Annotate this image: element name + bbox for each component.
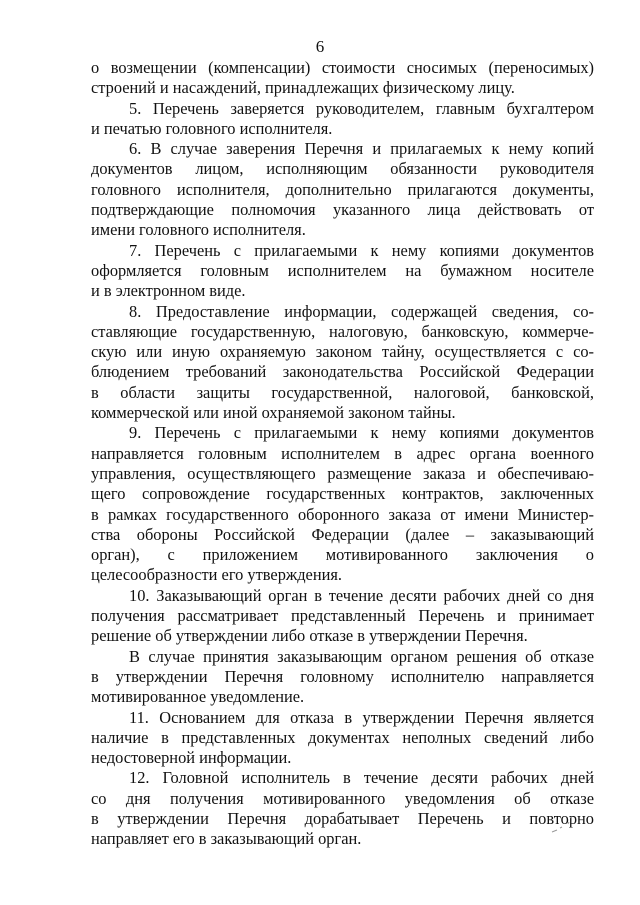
text-line: ставляющие государственную, налоговую, банковскую, коммерче- [91,321,594,341]
text-line: 7. Перечень с прилагаемыми к нему копиями документов [129,240,594,260]
text-line: в утверждении Перечня головному исполнителю направляется [91,666,594,686]
text-line: и в электронном виде. [91,281,246,301]
text-line: о возмещении (компенсации) стоимости сносимых (переносимых) [91,58,594,77]
document-body [91,58,594,850]
page-number: 6 [315,37,325,56]
text-line: получения рассматривает представленный Перечень и принимает [91,606,594,626]
text-line: наличие в представленных документах неполных сведений либо [91,727,594,747]
text-line: щего сопровождение государственных контрактов, заключенных [91,484,594,504]
text-line: 6. В случае заверения Перечня и прилагаемых к нему копий [129,139,594,159]
text-line: орган), с приложением мотивированного заключения о [91,545,594,565]
text-line: в области защиты государственной, налоговой, банковской, [91,382,594,402]
text-line: головного исполнителя, дополнительно прилагаются документы, [91,179,594,199]
text-line: и печатью головного исполнителя. [91,118,333,138]
text-line: скую или иную охраняемую законом тайну, осуществляется с со- [91,342,594,362]
text-line: направляется головным исполнителем в адрес органа военного [91,443,594,463]
text-line: коммерческой или иной охраняемой законом тайны. [91,403,456,423]
text-line: 8. Предоставление информации, содержащей сведения, со- [129,301,594,321]
text-line: 11. Основанием для отказа в утверждении Перечня является [129,707,594,727]
text-line: 12. Головной исполнитель в течение десяти рабочих дней [129,768,594,788]
text-line: решение об утверждении либо отказе в утверждении Перечня. [91,626,528,646]
text-line: управления, осуществляющего размещение заказа и обеспечиваю- [91,463,594,483]
text-line: направляет его в заказывающий орган. [91,829,362,849]
text-line: оформляется головным исполнителем на бумажном носителе [91,260,594,280]
text-line: ства обороны Российской Федерации (далее – заказывающий [91,524,594,544]
text-line: 9. Перечень с прилагаемыми к нему копиями документов [129,423,594,443]
text-line: в рамках государственного оборонного заказа от имени Министер- [91,504,594,524]
text-line: мотивированное уведомление. [91,687,305,707]
text-line: 10. Заказывающий орган в течение десяти рабочих дней со дня [129,585,594,605]
text-line: недостоверной информации. [91,748,292,768]
scan-artifact-mark [548,810,578,840]
text-line: подтверждающие полномочия указанного лица действовать от [91,200,594,220]
text-line: целесообразности его утверждения. [91,565,343,585]
text-line: имени головного исполнителя. [91,220,306,240]
text-line: документов лицом, исполняющим обязанности руководителя [91,159,594,179]
text-line: со дня получения мотивированного уведомления об отказе [91,788,594,808]
text-line: строений и насаждений, принадлежащих физическому лицу. [91,78,515,98]
text-line: В случае принятия заказывающим органом решения об отказе [129,646,594,666]
text-line: блюдением требований законодательства Российской Федерации [91,362,594,382]
text-line: 5. Перечень заверяется руководителем, главным бухгалтером [129,98,594,118]
text-line: в утверждении Перечня дорабатывает Перечень и повторно [91,808,594,828]
